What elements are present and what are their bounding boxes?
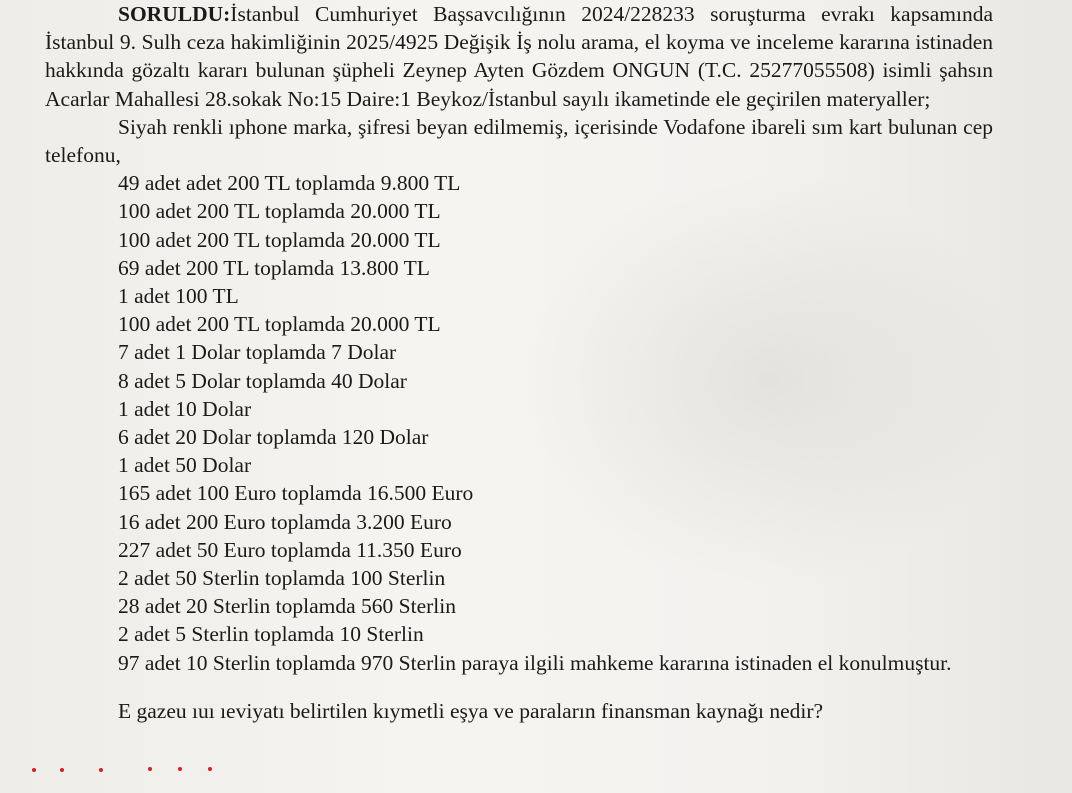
red-mark <box>60 768 64 772</box>
question-line: E gazeu ıuı ıeviyatı belirtilen kıymetli eşya ve paraların finansman kaynağı nedir? <box>118 698 824 723</box>
list-item: 1 adet 10 Dolar <box>118 396 252 421</box>
red-mark <box>178 767 182 771</box>
list-item: 1 adet 50 Dolar <box>118 453 252 478</box>
list-item: 16 adet 200 Euro toplamda 3.200 Euro <box>118 509 452 534</box>
phone-paragraph: Siyah renkli ıphone marka, şifresi beyan edilmemiş, içerisinde Vodafone ibareli sım kart bulunan cep telefonu, <box>45 114 993 168</box>
list-item: 165 adet 100 Euro toplamda 16.500 Euro <box>118 481 474 506</box>
red-mark <box>99 768 103 772</box>
intro-label: SORULDU: <box>118 2 231 26</box>
red-mark <box>208 767 212 771</box>
list-item: 2 adet 5 Sterlin toplamda 10 Sterlin <box>118 622 424 647</box>
list-item: 7 adet 1 Dolar toplamda 7 Dolar <box>118 340 397 365</box>
red-mark <box>148 767 152 771</box>
closing-item-paragraph: 97 adet 10 Sterlin toplamda 970 Sterlin paraya ilgili mahkeme kararına istinaden el konulmuştur. <box>118 650 952 675</box>
list-item: 6 adet 20 Dolar toplamda 120 Dolar <box>118 425 429 450</box>
red-mark <box>32 768 36 772</box>
list-item: 69 adet 200 TL toplamda 13.800 TL <box>118 255 430 280</box>
list-item: 227 adet 50 Euro toplamda 11.350 Euro <box>118 537 462 562</box>
list-item: 100 adet 200 TL toplamda 20.000 TL <box>118 199 441 224</box>
seized-items-list <box>45 169 993 648</box>
list-item: 2 adet 50 Sterlin toplamda 100 Sterlin <box>118 566 446 591</box>
list-item: 100 adet 200 TL toplamda 20.000 TL <box>118 227 441 252</box>
list-item: 49 adet adet 200 TL toplamda 9.800 TL <box>118 171 461 196</box>
list-item: 28 adet 20 Sterlin toplamda 560 Sterlin <box>118 594 456 619</box>
intro-text: İstanbul Cumhuriyet Başsavcılığının 2024/228233 soruşturma evrakı kapsamında İstanbul 9. Sulh ceza hakimliğinin 2025/4925 Değişik İş nolu arama, el koyma ve inceleme kararına istinaden hakkında gözaltı kararı bulunan şüpheli Zeynep Ayten Gözdem ONGUN (T.C. 25277055508) isimli şahsın Acarlar Mahallesi 28.sokak No:15 Daire:1 Beykoz/İstanbul sayılı ikametinde ele geçirilen materyaller; <box>45 2 993 111</box>
document-body <box>45 0 993 725</box>
list-item: 100 adet 200 TL toplamda 20.000 TL <box>118 312 441 337</box>
intro-paragraph <box>45 0 993 113</box>
list-item: 8 adet 5 Dolar toplamda 40 Dolar <box>118 368 407 393</box>
list-item: 1 adet 100 TL <box>118 284 239 309</box>
